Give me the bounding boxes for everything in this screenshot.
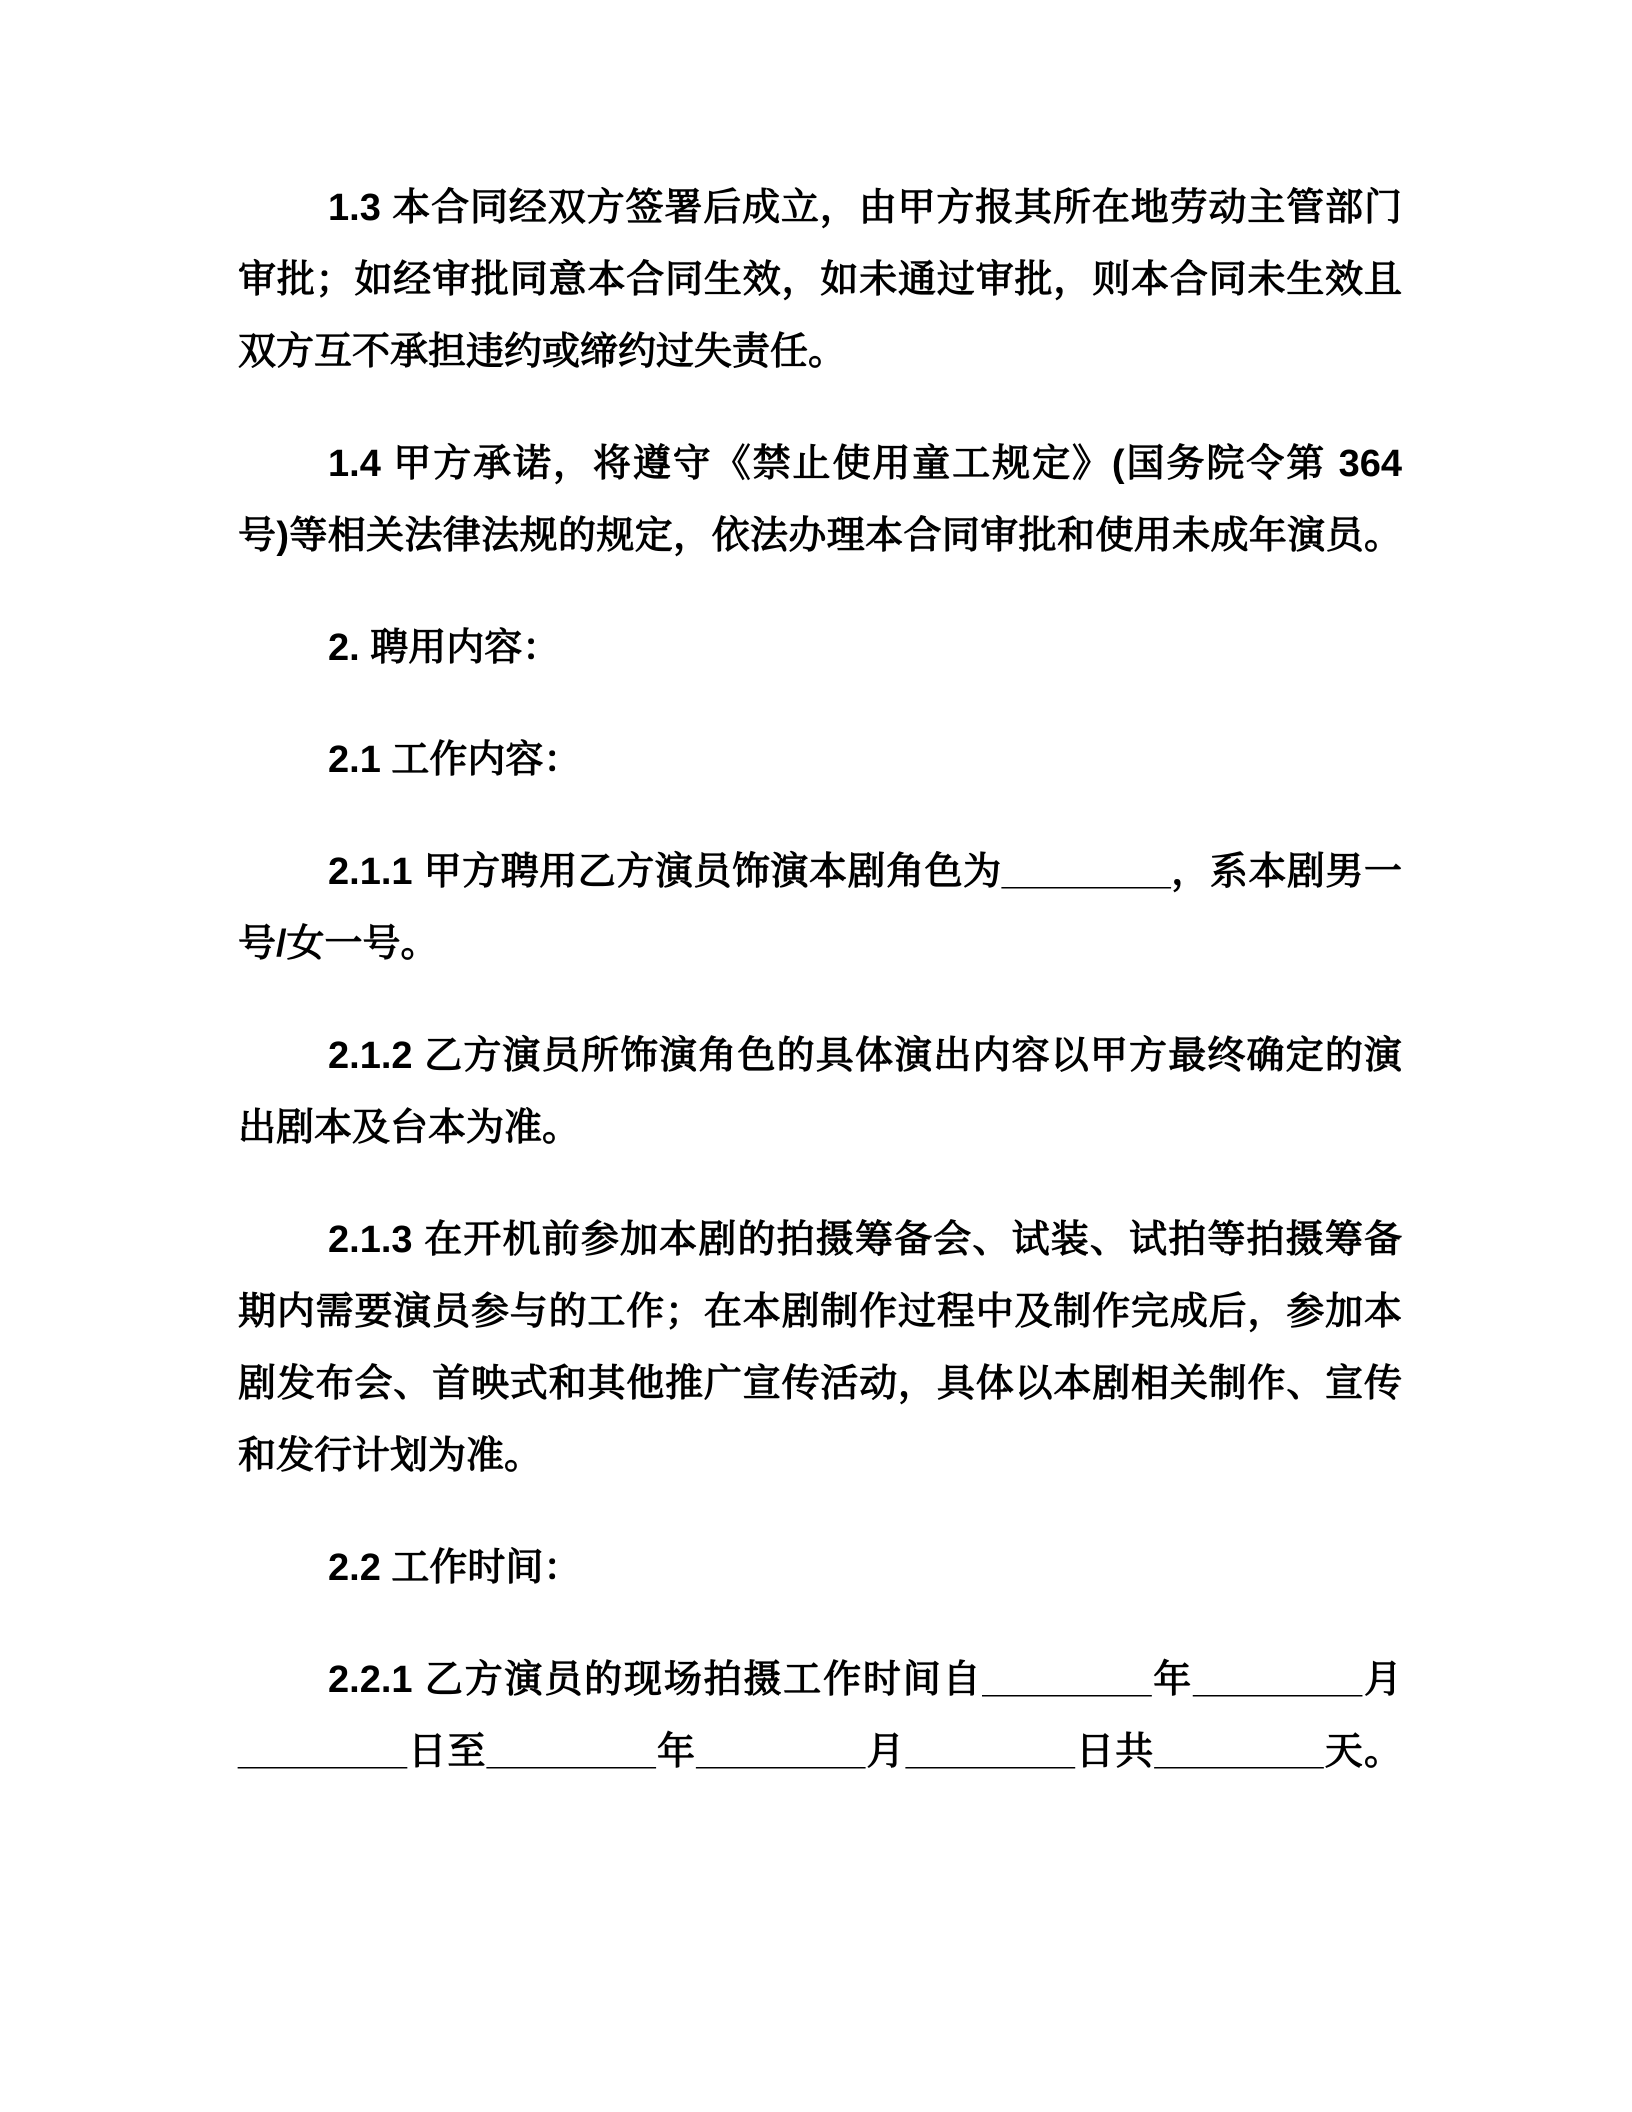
text-line: 期内需要演员参与的工作；在本剧制作过程中及制作完成后，参加本: [238, 1291, 1402, 1333]
text-line: 剧发布会、首映式和其他推广宣传活动，具体以本剧相关制作、宣传: [238, 1363, 1402, 1405]
text-line: 1.4 甲方承诺，将遵守《禁止使用童工规定》(国务院令第 364: [328, 443, 1402, 485]
text-line: 和发行计划为准。: [238, 1435, 543, 1477]
paragraph: [238, 428, 1402, 572]
paragraph: [238, 1532, 1402, 1604]
text-line: 审批；如经审批同意本合同生效，如未通过审批，则本合同未生效且: [238, 259, 1402, 301]
text-line: 双方互不承担违约或缔约过失责任。: [238, 331, 847, 373]
document-body: [238, 172, 1402, 1788]
text-line: 1.3 本合同经双方签署后成立，由甲方报其所在地劳动主管部门: [328, 187, 1402, 229]
paragraph: [238, 1020, 1402, 1164]
text-line: 号)等相关法律法规的规定，依法办理本合同审批和使用未成年演员。: [238, 515, 1402, 557]
paragraph: [238, 724, 1402, 796]
paragraph: [238, 1204, 1402, 1492]
text-line: 2.1.2 乙方演员所饰演角色的具体演出内容以甲方最终确定的演: [328, 1035, 1402, 1077]
paragraph: [238, 1644, 1402, 1788]
paragraph: [238, 836, 1402, 980]
paragraph: [238, 172, 1402, 388]
text-line: 2. 聘用内容：: [328, 627, 561, 669]
text-line: 2.1 工作内容：: [328, 739, 582, 781]
text-line: 2.1.3 在开机前参加本剧的拍摄筹备会、试装、试拍等拍摄筹备: [328, 1219, 1402, 1261]
text-line: 2.1.1 甲方聘用乙方演员饰演本剧角色为________，系本剧男一: [328, 851, 1402, 893]
text-line: ________日至________年________月________日共________天。: [238, 1731, 1402, 1773]
paragraph: [238, 612, 1402, 684]
text-line: 号/女一号。: [238, 923, 439, 965]
text-line: 出剧本及台本为准。: [238, 1107, 581, 1149]
text-line: 2.2.1 乙方演员的现场拍摄工作时间自________年________月: [328, 1659, 1402, 1701]
text-line: 2.2 工作时间：: [328, 1547, 582, 1589]
